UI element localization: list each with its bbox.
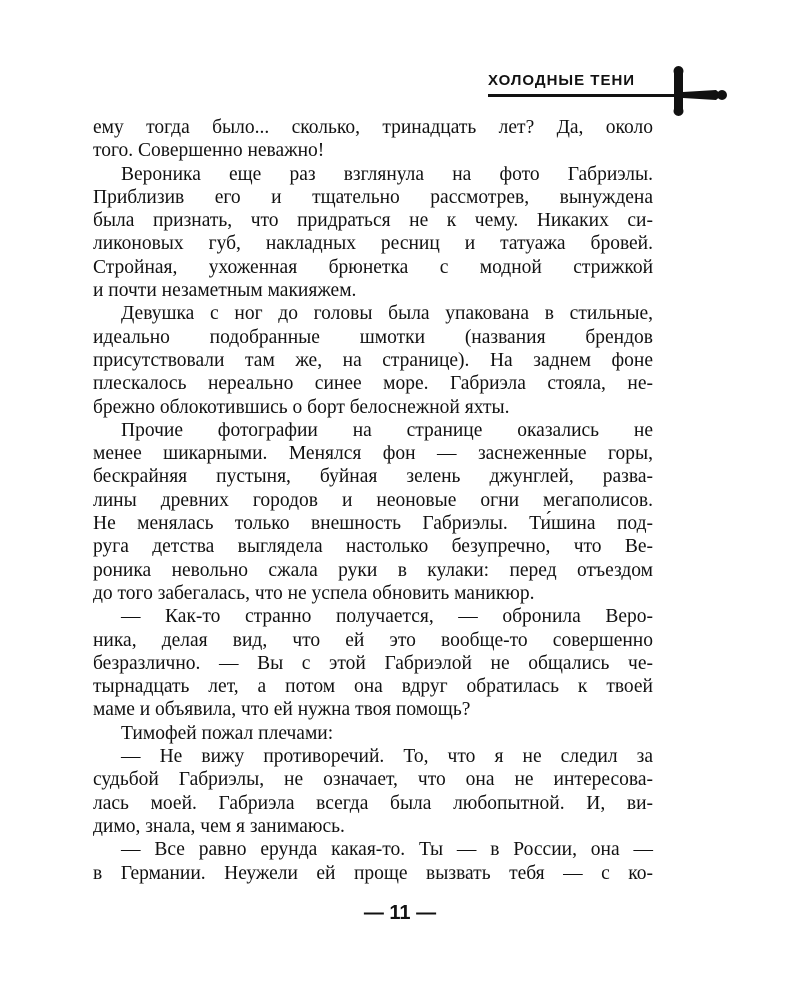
text-line: ему тогда было... сколько, тринадцать лет? Да, около (93, 117, 653, 138)
text-line: до того забегалась, что не успела обновить маникюр. (93, 582, 535, 604)
text-line: менее шикарными. Менялся фон — заснеженные горы, (93, 443, 653, 465)
running-title: ХОЛОДНЫЕ ТЕНИ (488, 72, 636, 89)
text-line: Вероника еще раз взглянула на фото Габриэлы. (121, 163, 653, 185)
page-number: — 11 — (363, 902, 437, 924)
paragraph (93, 838, 653, 885)
text-line: присутствовали там же, на странице). На заднем фоне (93, 349, 653, 371)
text-line: — Как-то странно получается, — обронила Веро- (121, 606, 653, 628)
text-line: бескрайняя пустыня, буйная зелень джунглей, разва- (93, 466, 653, 488)
text-line: того. Совершенно неважно! (93, 140, 325, 162)
text-line: Приблизив его и тщательно рассмотрев, вынуждена (93, 186, 653, 208)
text-line: судьбой Габриэлы, не означает, что она не интересова- (93, 769, 653, 791)
text-line: была признать, что придраться не к чему. Никаких си- (93, 210, 653, 232)
text-line: лины древних городов и неоновые огни мегаполисов. (93, 489, 653, 511)
paragraph (93, 163, 653, 303)
text-line: Стройная, ухоженная брюнетка с модной стрижкой (93, 256, 653, 278)
paragraph (93, 302, 653, 418)
text-line: роника невольно сжала руки в кулаки: перед отъездом (93, 559, 653, 581)
paragraph (93, 419, 653, 605)
text-line: руга детства выглядела настолько безупречно, что Ве- (93, 536, 653, 558)
paragraph (93, 116, 653, 163)
text-line: Не менялась только внешность Габриэлы. Ти́шина под- (93, 513, 653, 535)
text-line: — Все равно ерунда какая-то. Ты — в России, она — (121, 839, 653, 861)
text-line: димо, знала, чем я занимаюсь. (93, 815, 345, 837)
text-line: лась моей. Габриэла всегда была любопытной. И, ви- (93, 792, 653, 814)
text-line: — Не вижу противоречий. То, что я не следил за (121, 746, 653, 768)
text-line: ликоновых губ, накладных ресниц и татуажа бровей. (93, 233, 653, 255)
text-line: в Германии. Неужели ей проще вызвать тебя — с ко- (93, 862, 653, 884)
text-line: брежно облокотившись о борт белоснежной яхты. (93, 396, 510, 418)
paragraph (93, 722, 653, 745)
text-line: Девушка с ног до головы была упакована в стильные, (121, 303, 653, 325)
text-line: Прочие фотографии на странице оказались не (121, 419, 653, 441)
text-line: тырнадцать лет, а потом она вдруг обратилась к твоей (93, 676, 653, 698)
text-line: идеально подобранные шмотки (названия брендов (93, 326, 653, 348)
text-line: маме и объявила, что ей нужна твоя помощь? (93, 699, 471, 721)
text-line: и почти незаметным макияжем. (93, 280, 357, 302)
text-line: безразлично. — Вы с этой Габриэлой не общались че- (93, 652, 653, 674)
dagger-ornament-icon (650, 66, 730, 116)
text-line: плескалось нереально синее море. Габриэла стояла, не- (93, 373, 653, 395)
text-line: ника, делая вид, что ей это вообще-то совершенно (93, 629, 653, 651)
paragraph (93, 745, 653, 838)
text-line: Тимофей пожал плечами: (121, 722, 334, 744)
paragraph (93, 605, 653, 721)
body-text (93, 116, 653, 885)
